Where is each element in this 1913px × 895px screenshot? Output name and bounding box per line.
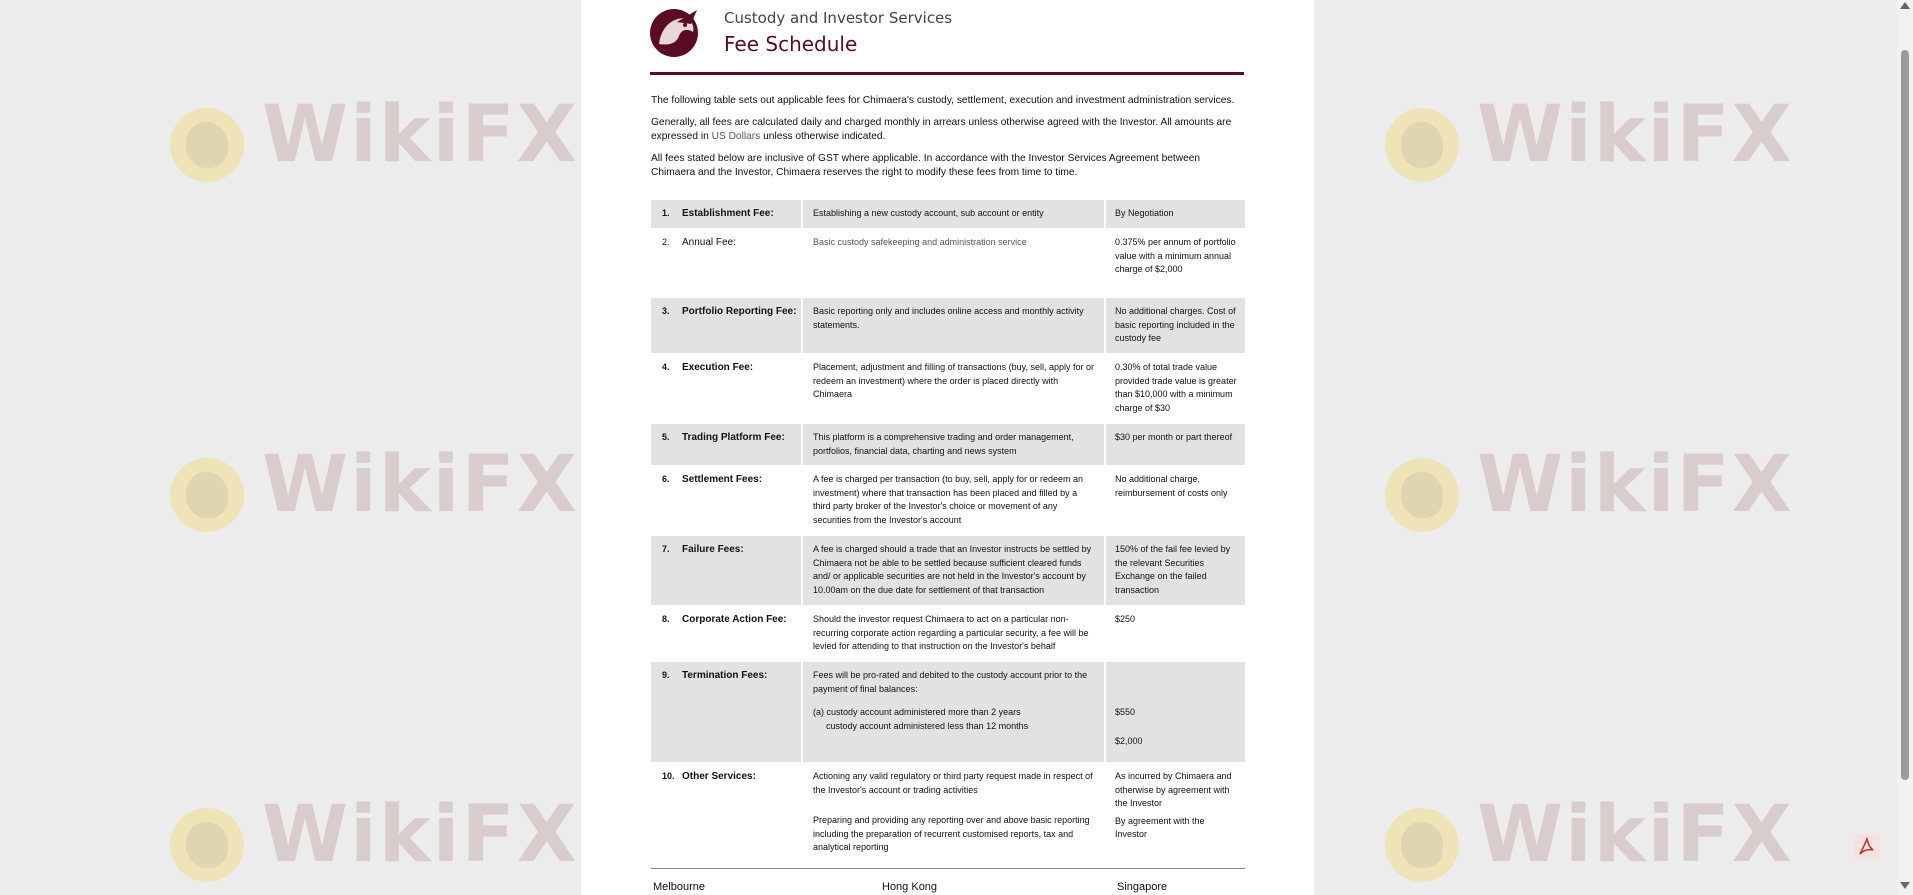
footer-city-hong-kong: Hong Kong xyxy=(882,881,938,893)
fee-row xyxy=(651,354,1245,424)
fee-number: 3. xyxy=(651,298,675,353)
pdf-download-button[interactable] xyxy=(1854,834,1880,860)
fee-description-line: custody account administered less than 12 months xyxy=(826,720,1029,731)
footer-rule xyxy=(651,868,1245,869)
intro-paragraph: All fees stated below are inclusive of GST where applicable. In accordance with the Investor Services Agreement between Chimaera and the Investor, Chimaera reserves the right to modify these fees from time to time. xyxy=(651,153,1201,178)
fee-description: This platform is a comprehensive trading and order management, portfolios, financial data, charting and news system xyxy=(803,424,1106,465)
fee-amount: 150% of the fail fee levied by the relevant Securities Exchange on the failed transaction xyxy=(1106,536,1245,605)
document-page xyxy=(581,0,1314,895)
fee-table xyxy=(651,200,1245,866)
scrollbar[interactable] xyxy=(1897,0,1913,895)
fee-amount-line: By agreement with the Investor xyxy=(1115,815,1205,839)
fee-name: Establishment Fee: xyxy=(675,200,803,228)
watermark-logo-icon xyxy=(1385,808,1459,882)
fee-description: A fee is charged per transaction (to buy, sell, apply for or redeem an investment) where that transaction has been placed and filled by a third party broker of the Investor's choice or movement of any securities from the Investor's account xyxy=(803,466,1106,535)
scrollbar-thumb[interactable] xyxy=(1901,50,1909,780)
fee-number: 10. xyxy=(662,771,675,781)
fee-number: 2. xyxy=(662,237,670,247)
watermark-logo-icon xyxy=(1385,108,1459,182)
watermark xyxy=(1385,440,1794,530)
spacer xyxy=(813,696,1096,706)
scroll-down-arrow-icon[interactable] xyxy=(1900,882,1910,889)
fee-amount-line: As incurred by Chimaera and otherwise by agreement with the Investor xyxy=(1115,771,1232,808)
fee-row xyxy=(651,606,1245,662)
fee-amount xyxy=(1106,662,1245,762)
fee-row xyxy=(651,466,1245,536)
fee-row xyxy=(651,298,1245,354)
fee-description-line: (a) custody account administered more than 2 years xyxy=(813,707,1021,717)
fee-row xyxy=(651,763,1245,866)
watermark-logo-icon xyxy=(170,458,244,532)
fee-name: Portfolio Reporting Fee: xyxy=(675,298,803,353)
chimaera-logo-icon xyxy=(647,6,705,58)
fee-amount: $30 per month or part thereof xyxy=(1106,424,1245,465)
fee-number: 4. xyxy=(662,362,670,372)
watermark-logo-icon xyxy=(170,808,244,882)
watermark xyxy=(170,440,579,530)
watermark-text: WikiFX xyxy=(1477,790,1794,880)
fee-description xyxy=(803,763,1106,865)
footer-city-singapore: Singapore xyxy=(1117,881,1168,893)
fee-amount xyxy=(1106,763,1245,865)
watermark xyxy=(1385,790,1794,880)
fee-description: Basic custody safekeeping and administration service xyxy=(803,229,1106,297)
header-rule xyxy=(650,72,1244,75)
watermark xyxy=(170,90,579,180)
fee-description xyxy=(803,662,1106,762)
fee-name: Other Services: xyxy=(675,763,803,865)
fee-number: 9. xyxy=(651,662,675,762)
watermark-text: WikiFX xyxy=(262,90,579,180)
spacer xyxy=(1115,720,1237,735)
intro-text: unless otherwise indicated. xyxy=(760,131,886,142)
spacer xyxy=(813,797,1096,814)
fee-name: Annual Fee: xyxy=(675,229,803,297)
fee-amount: No additional charge, reimbursement of costs only xyxy=(1115,474,1228,498)
header-subtitle: Custody and Investor Services xyxy=(724,9,953,27)
fee-name: Settlement Fees: xyxy=(675,466,803,535)
fee-name: Failure Fees: xyxy=(675,536,803,605)
intro-currency: US Dollars xyxy=(711,131,761,142)
fee-number: 5. xyxy=(651,424,675,465)
fee-description: A fee is charged should a trade that an Investor instructs be settled by Chimaera not be able to be settled because sufficient cleared funds and/ or applicable securities are not held in the Investor's account by 10.00am on the due date for settlement of that transaction xyxy=(803,536,1106,605)
pdf-icon xyxy=(1854,834,1880,860)
fee-row xyxy=(651,200,1245,229)
fee-description-line: Fees will be pro-rated and debited to the custody account prior to the payment of final balances: xyxy=(813,670,1088,694)
fee-number: 6. xyxy=(662,474,670,484)
fee-amount: No additional charges. Cost of basic reporting included in the custody fee xyxy=(1106,298,1245,353)
footer-city-melbourne: Melbourne xyxy=(653,881,705,893)
fee-description: Placement, adjustment and filling of transactions (buy, sell, apply for or redeem an investment) where the order is placed directly with Chimaera xyxy=(803,354,1106,423)
fee-row xyxy=(651,229,1245,298)
fee-description-line: Preparing and providing any reporting over and above basic reporting including the preparation of recurrent customised reports, tax and analytical reporting xyxy=(813,815,1090,852)
fee-row xyxy=(651,662,1245,763)
fee-amount: 0.30% of total trade value provided trade value is greater than $10,000 with a minimum charge of $30 xyxy=(1115,362,1237,413)
fee-amount: $250 xyxy=(1115,614,1136,624)
intro-paragraph xyxy=(651,116,1245,144)
fee-row xyxy=(651,424,1245,466)
fee-name: Corporate Action Fee: xyxy=(675,606,803,661)
watermark-text: WikiFX xyxy=(1477,90,1794,180)
fee-number: 1. xyxy=(651,200,675,228)
intro-text: Generally, all fees are calculated daily and charged monthly in arrears unless otherwise agreed with the Investor. All amounts are expressed in xyxy=(651,117,1232,142)
intro-paragraph: The following table sets out applicable fees for Chimaera's custody, settlement, execution and investment administration services. xyxy=(651,95,1235,106)
fee-name: Trading Platform Fee: xyxy=(675,424,803,465)
fee-name: Termination Fees: xyxy=(675,662,803,762)
fee-description: Establishing a new custody account, sub account or entity xyxy=(803,200,1106,228)
fee-amount-line: $550 xyxy=(1115,707,1136,717)
watermark xyxy=(170,790,579,880)
fee-row xyxy=(651,536,1245,606)
page-title: Fee Schedule xyxy=(724,32,858,56)
fee-name: Execution Fee: xyxy=(675,354,803,423)
fee-amount: By Negotiation xyxy=(1106,200,1245,228)
spacer xyxy=(1115,669,1237,706)
fee-amount-line: $2,000 xyxy=(1115,735,1143,746)
fee-description: Basic reporting only and includes online access and monthly activity statements. xyxy=(803,298,1106,353)
fee-number: 8. xyxy=(662,614,670,624)
watermark-text: WikiFX xyxy=(1477,440,1794,530)
scroll-up-arrow-icon[interactable] xyxy=(1900,2,1910,9)
watermark-text: WikiFX xyxy=(262,440,579,530)
fee-amount: 0.375% per annum of portfolio value with a minimum annual charge of $2,000 xyxy=(1115,237,1236,274)
watermark-logo-icon xyxy=(1385,458,1459,532)
watermark-logo-icon xyxy=(170,108,244,182)
watermark xyxy=(1385,90,1794,180)
watermark-text: WikiFX xyxy=(262,790,579,880)
fee-description-line: Actioning any valid regulatory or third party request made in respect of the Investor's account or trading activities xyxy=(813,771,1093,795)
fee-description: Should the investor request Chimaera to act on a particular non-recurring corporate action regarding a particular security, a fee will be levied for attending to that instruction on the Investor's behalf xyxy=(803,606,1106,661)
fee-number: 7. xyxy=(651,536,675,605)
